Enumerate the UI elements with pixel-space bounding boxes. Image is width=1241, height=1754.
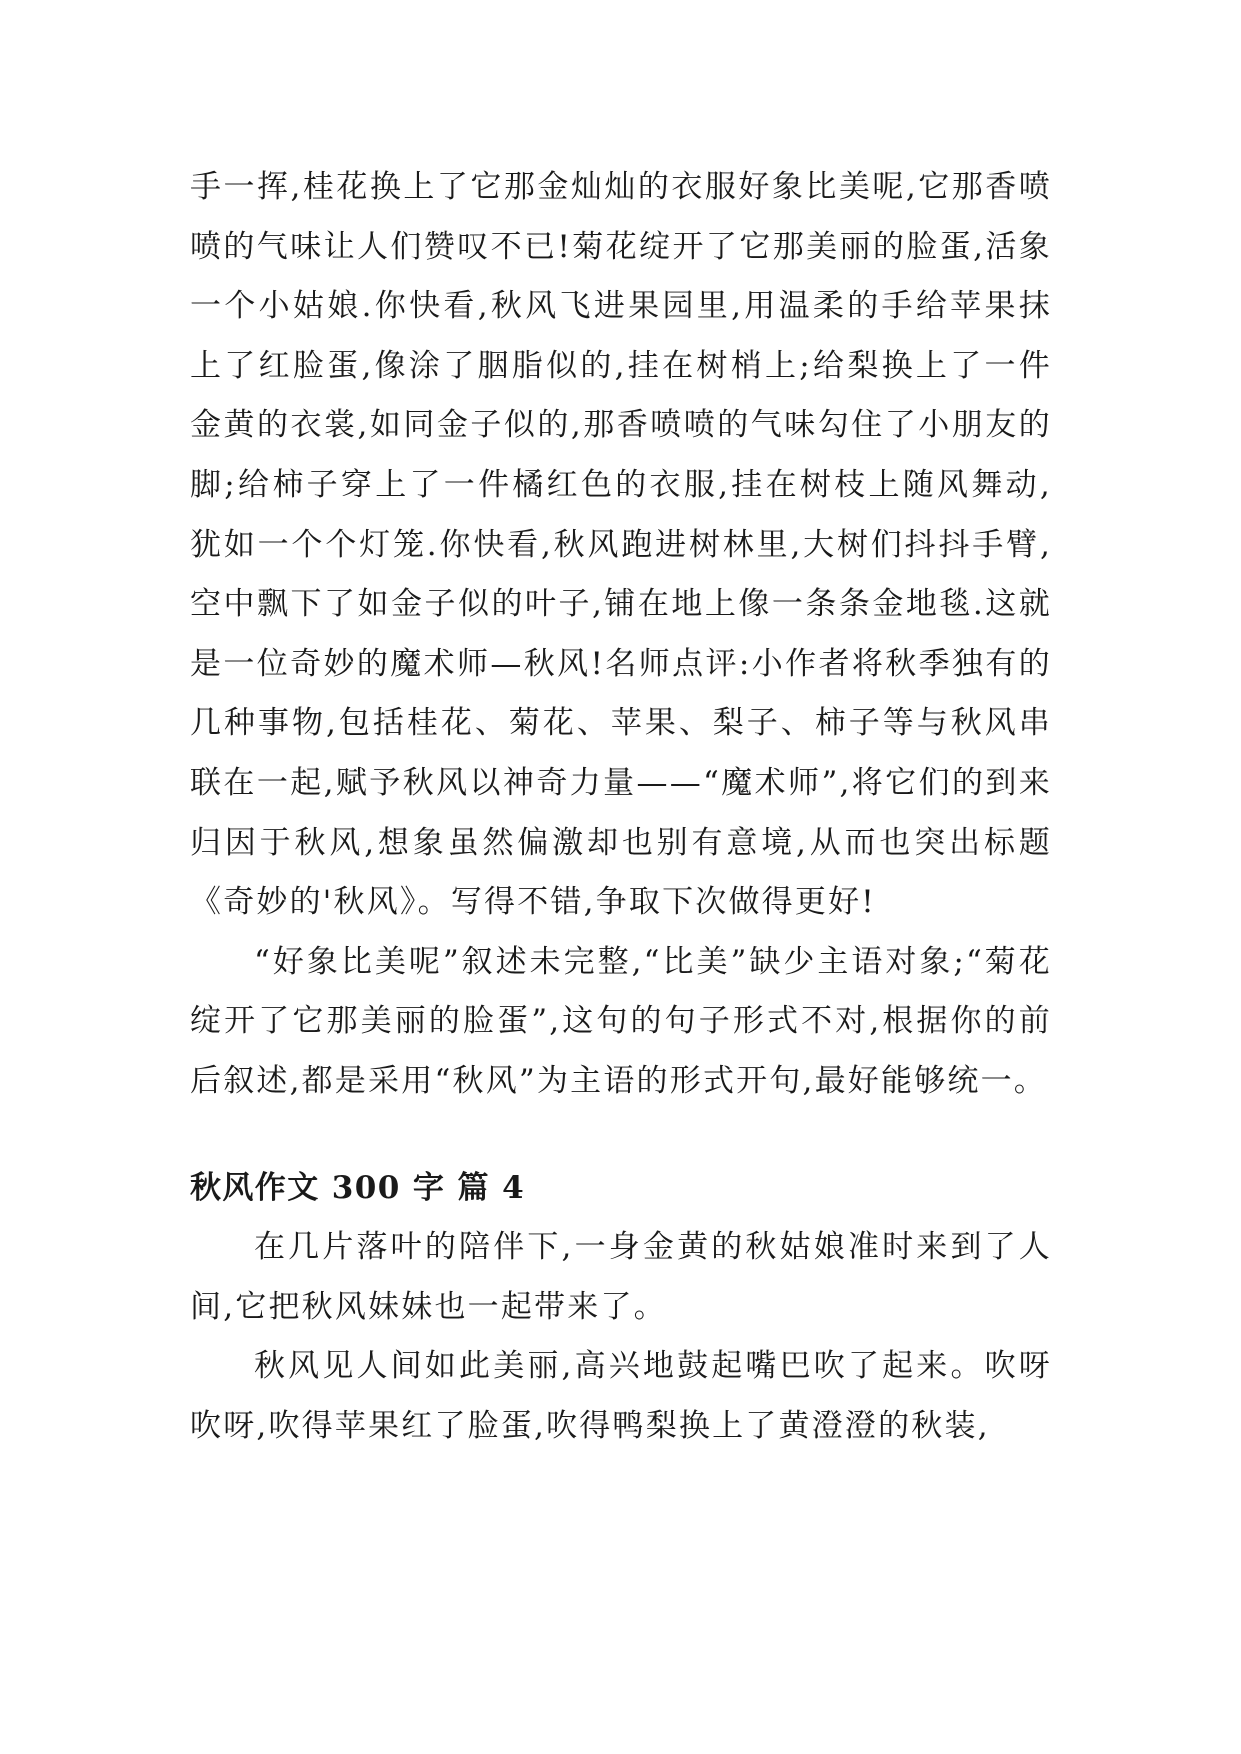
section4-paragraph-2: 秋风见人间如此美丽,高兴地鼓起嘴巴吹了起来。吹呀吹呀,吹得苹果红了脸蛋,吹得鸭梨换上了黄澄澄的秋装,: [190, 1348, 1052, 1444]
document-page: [190, 158, 1052, 1456]
section4-paragraph-1: 在几片落叶的陪伴下,一身金黄的秋姑娘准时来到了人间,它把秋风妹妹也一起带来了。: [190, 1229, 1052, 1325]
teacher-comment-paragraph: “好象比美呢”叙述未完整,“比美”缺少主语对象;“菊花绽开了它那美丽的脸蛋”,这句的句子形式不对,根据你的前后叙述,都是采用“秋风”为主语的形式开句,最好能够统一。: [190, 943, 1052, 1099]
section-heading: 秋风作文 300 字 篇 4: [190, 1169, 526, 1206]
essay-paragraph-continued: 手一挥,桂花换上了它那金灿灿的衣服好象比美呢,它那香喷喷的气味让人们赞叹不已!菊花绽开了它那美丽的脸蛋,活象一个小姑娘.你快看,秋风飞进果园里,用温柔的手给苹果抹上了红脸蛋,像涂了胭脂似的,挂在树梢上;给梨换上了一件金黄的衣裳,如同金子似的,那香喷喷的气味勾住了小朋友的脚;给柿子穿上了一件橘红色的衣服,挂在树枝上随风舞动,犹如一个个灯笼.你快看,秋风跑进树林里,大树们抖抖手臂,空中飘下了如金子似的叶子,铺在地上像一条条金地毯.这就是一位奇妙的魔术师—秋风!名师点评:小作者将秋季独有的几种事物,包括桂花、菊花、苹果、梨子、柿子等与秋风串联在一起,赋予秋风以神奇力量——“魔术师”,将它们的到来归因于秋风,想象虽然偏激却也别有意境,从而也突出标题《奇妙的'秋风》。写得不错,争取下次做得更好!: [190, 169, 1052, 921]
